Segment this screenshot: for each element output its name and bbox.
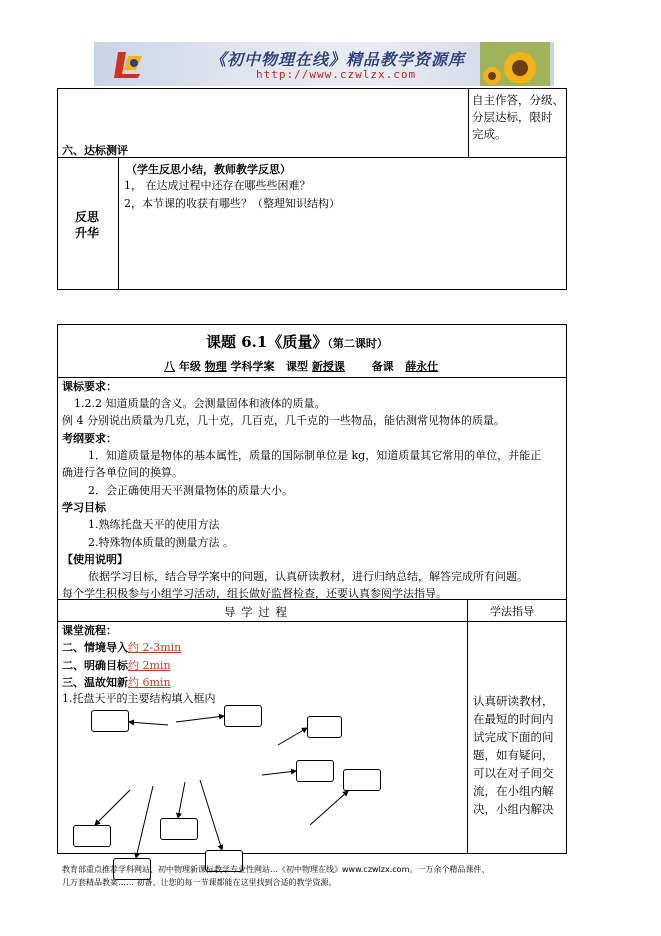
goal-item-1: 1.熟练托盘天平的使用方法	[88, 518, 220, 531]
section6-title: 六、达标测评	[62, 144, 128, 157]
meta-prep-label: 备课	[371, 360, 394, 373]
guide-line-1: 认真研读教材，	[473, 694, 554, 708]
right-note-line-2: 分层达标，限时	[472, 110, 553, 124]
step-review-label: 三、温故知新	[62, 676, 128, 689]
curriculum-item-2: 例 4 分别说出质量为几克，几十克，几百克，几千克的一些物品，能估测常见物体的质量。	[62, 414, 505, 427]
guide-line-4: 题，如有疑问，	[473, 748, 554, 762]
guide-line-7: 决，小组内解决	[473, 802, 554, 816]
guide-line-3: 试完成下面的问	[473, 730, 554, 744]
flow-heading: 课堂流程：	[62, 624, 117, 637]
reflect-question-1: 1， 在达成过程中还存在哪些些困难？	[124, 179, 311, 192]
right-note-line-3: 完成。	[472, 127, 507, 141]
goal-item-2: 2.特殊物体质量的测量方法 。	[88, 536, 234, 549]
lesson-title-suffix: （第二课时）	[327, 337, 388, 350]
exam-heading: 考纲要求：	[62, 432, 117, 445]
step-review-time: 约 6min	[128, 676, 171, 689]
reflect-question-2: 2，本节课的收获有哪些？（整理知识结构）	[124, 197, 340, 210]
usage-heading: 【使用说明】	[62, 553, 128, 566]
exam-item-1b: 确进行各单位间的换算。	[62, 466, 183, 479]
reflect-heading: （学生反思小结，教师教学反思）	[126, 163, 291, 176]
usage-line-2: 每个学生积极参与小组学习活动，组长做好监督检查，还要认真参阅学法指导。	[62, 587, 447, 600]
curriculum-heading: 课标要求：	[62, 380, 117, 393]
meta-grade-suffix: 年级	[178, 360, 201, 373]
curriculum-item-1: 1.2.2 知道质量的含义。会测量固体和液体的质量。	[74, 397, 326, 410]
process-col2-header: 学法指导	[490, 605, 534, 618]
step-goals-time: 约 2min	[128, 659, 171, 672]
meta-doc: 学科学案	[230, 360, 275, 373]
banner-url[interactable]: http://www.czwlzx.com	[256, 68, 417, 81]
meta-type-label: 课型	[286, 360, 309, 373]
goals-heading: 学习目标	[62, 501, 106, 514]
banner-title: 《初中物理在线》精品教学资源库	[210, 50, 466, 69]
step-situation-time: 约 2-3min	[128, 641, 182, 654]
reflect-label-2: 升华	[75, 226, 100, 240]
reflect-label-1: 反思	[75, 210, 100, 224]
guide-line-6: 流，在小组内解	[473, 784, 554, 798]
footer-line-2: 几万套精品教案…… 初备、让您的每一节课都能在这里找到合适的教学资源。	[62, 878, 337, 887]
exam-item-1a: 1．知道质量是物体的基本属性，质量的国际制单位是 kg，知道质量其它常用的单位，并能正	[88, 449, 542, 462]
guide-line-5: 可以在对子间交	[473, 766, 554, 780]
usage-line-1: 依据学习目标，结合导学案中的问题，认真研读教材，进行归纳总结，解答完成所有问题。	[88, 570, 528, 583]
process-col1-header: 导 学 过 程	[224, 605, 288, 619]
lesson-title: 课题 6.1《质量》	[206, 333, 328, 351]
step-goals-label: 二、明确目标	[62, 659, 128, 672]
meta-grade: 八	[164, 360, 175, 373]
task-1: 1.托盘天平的主要结构填入框内	[62, 692, 216, 705]
guide-line-2: 在最短的时间内	[473, 712, 554, 726]
right-note-line-1: 自主作答，分级、	[472, 93, 564, 107]
meta-type: 新授课	[311, 360, 345, 373]
footer-line-1: 教育部重点推荐学科网站、初中物理新课标教学专业性网站…《初中物理在线》www.czwlzx.com。一万余个精品课件、	[62, 865, 490, 874]
meta-author: 薛永仕	[405, 360, 439, 373]
step-situation-label: 二、情境导入	[62, 641, 128, 654]
exam-item-2: 2．会正确使用天平测量物体的质量大小。	[88, 484, 293, 497]
meta-subject: 物理	[204, 360, 227, 373]
